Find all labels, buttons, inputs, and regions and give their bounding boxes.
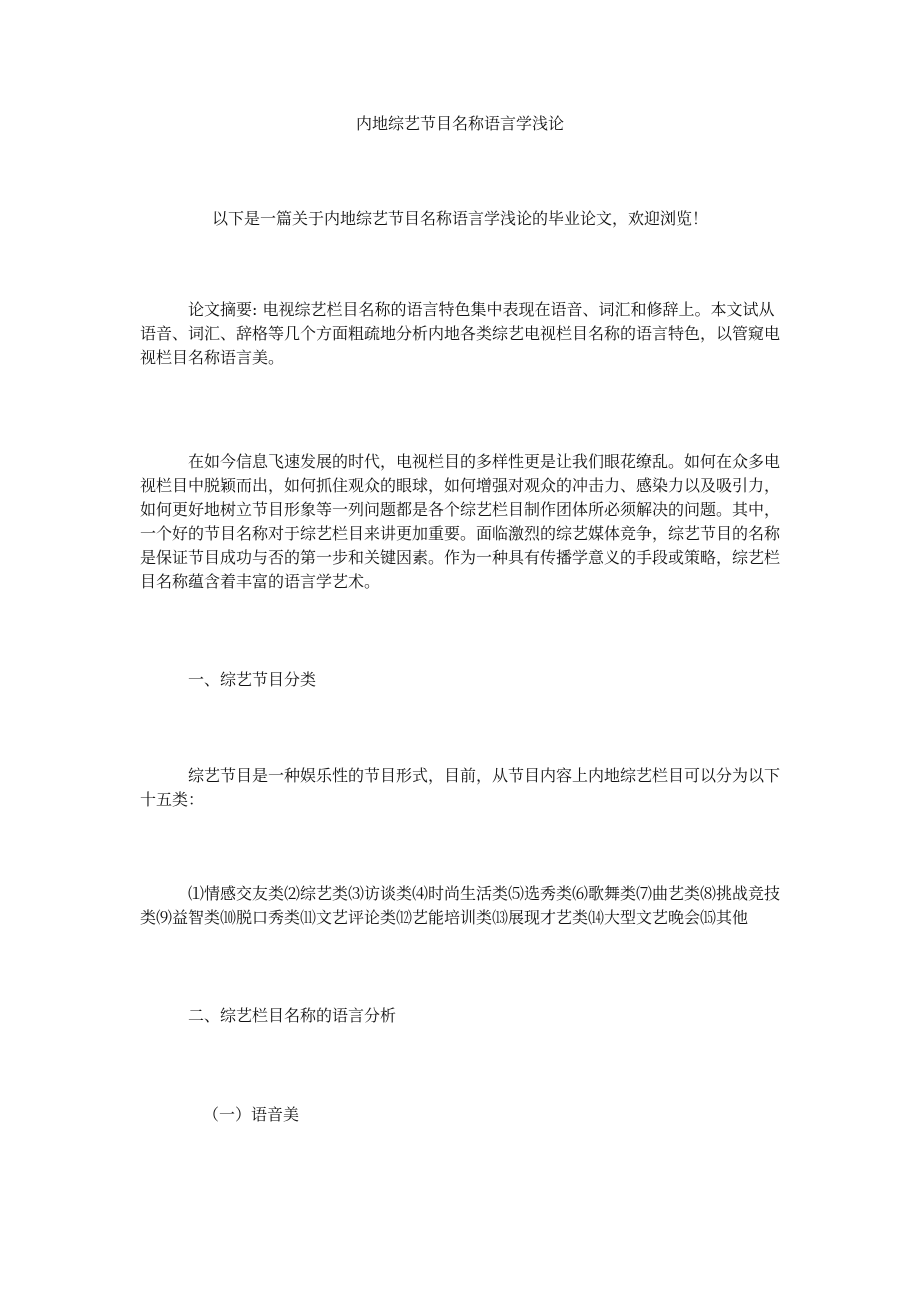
body-paragraph-1: 在如今信息飞速发展的时代，电视栏目的多样性更是让我们眼花缭乱。如何在众多电视栏目中脱颖而出，如何抓住观众的眼球，如何增强对观众的冲击力、感染力以及吸引力，如何更好地树立节目形象等一列问题都是各个综艺栏目制作团体所必须解决的问题。其中，一个好的节目名称对于综艺栏目来讲更加重要。面临激烈的综艺媒体竞争，综艺节目的名称是保证节目成功与否的第一步和关键因素。作为一种具有传播学意义的手段或策略，综艺栏目名称蕴含着丰富的语言学艺术。 (140, 452, 781, 591)
subsection-1-heading: （一）语音美 (203, 1105, 300, 1124)
document-title: 内地综艺节目名称语言学浅论 (355, 114, 564, 133)
section-1-heading: 一、综艺节目分类 (188, 670, 317, 689)
abstract-paragraph: 论文摘要: 电视综艺栏目名称的语言特色集中表现在语音、词汇和修辞上。本文试从语音、词汇、辞格等几个方面粗疏地分析内地各类综艺电视栏目名称的语言特色，以管窥电视栏目名称语言美。 (140, 300, 781, 367)
body-paragraph-2: 综艺节目是一种娱乐性的节目形式，目前，从节目内容上内地综艺栏目可以分为以下十五类： (140, 766, 781, 809)
intro-line: 以下是一篇关于内地综艺节目名称语言学浅论的毕业论文，欢迎浏览！ (211, 209, 708, 228)
section-2-heading: 二、综艺栏目名称的语言分析 (188, 1006, 397, 1025)
categories-paragraph: ⑴情感交友类⑵综艺类⑶访谈类⑷时尚生活类⑸选秀类⑹歌舞类⑺曲艺类⑻挑战竞技类⑼益智类⑽脱口秀类⑾文艺评论类⑿艺能培训类⒀展现才艺类⒁大型文艺晚会⒂其他 (140, 884, 781, 927)
